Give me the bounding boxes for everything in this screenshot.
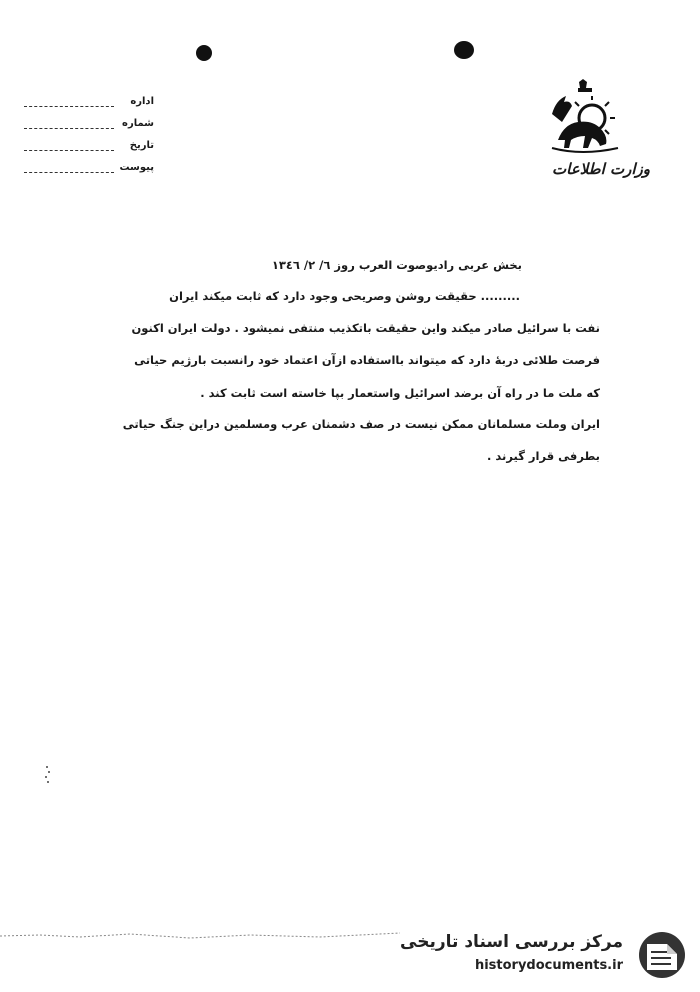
field-number <box>24 118 154 134</box>
body-line: ......... حقیقت روشن وصریحی وجود دارد که ثابت میکند ایران <box>169 289 520 303</box>
field-label: شماره <box>122 118 154 129</box>
field-line <box>24 150 114 151</box>
punch-hole-left <box>196 45 212 61</box>
field-label: اداره <box>130 96 154 107</box>
body-line: بطرفی قرار گیرند . <box>487 449 600 463</box>
archive-watermark <box>400 930 695 982</box>
field-date <box>24 140 154 156</box>
letter-body <box>60 258 600 463</box>
body-line: نفت با سرائیل صادر میکند واین حقیقت باتکذیب منتفی نمیشود . دولت ایران اکنون <box>131 321 600 335</box>
field-attachment <box>24 162 154 178</box>
scan-speckle <box>40 764 54 784</box>
body-line: ایران وملت مسلمانان ممکن نیست در صف دشمنان عرب ومسلمین دراین جنگ حیاتی <box>122 417 600 431</box>
field-office <box>24 96 154 112</box>
lion-and-sun-emblem-icon <box>548 78 622 158</box>
watermark-title: مرکز بررسی اسناد تاریخی <box>400 932 623 952</box>
field-label: تاریخ <box>129 140 154 151</box>
field-label: پیوست <box>119 162 154 173</box>
body-line: بخش عربی رادیوصوت العرب روز ٦/ ٢/ ١٣٤٦ <box>271 258 522 272</box>
watermark-url: historydocuments.ir <box>474 958 623 973</box>
body-line: فرصت طلائی دربهٔ دارد که میتواند بااستفاده ازآن اعتماد خود رانسبت بارژیم حیاتی <box>134 353 600 367</box>
field-line <box>24 128 114 129</box>
archive-logo-icon <box>633 930 691 980</box>
field-line <box>24 106 114 107</box>
punch-hole-right <box>454 41 474 59</box>
field-line <box>24 172 114 173</box>
ministry-name: وزارت اطلاعات <box>552 160 650 178</box>
body-line: که ملت ما در راه آن برضد اسرائیل واستعمار بپا خاسته است ثابت کند . <box>200 386 600 400</box>
